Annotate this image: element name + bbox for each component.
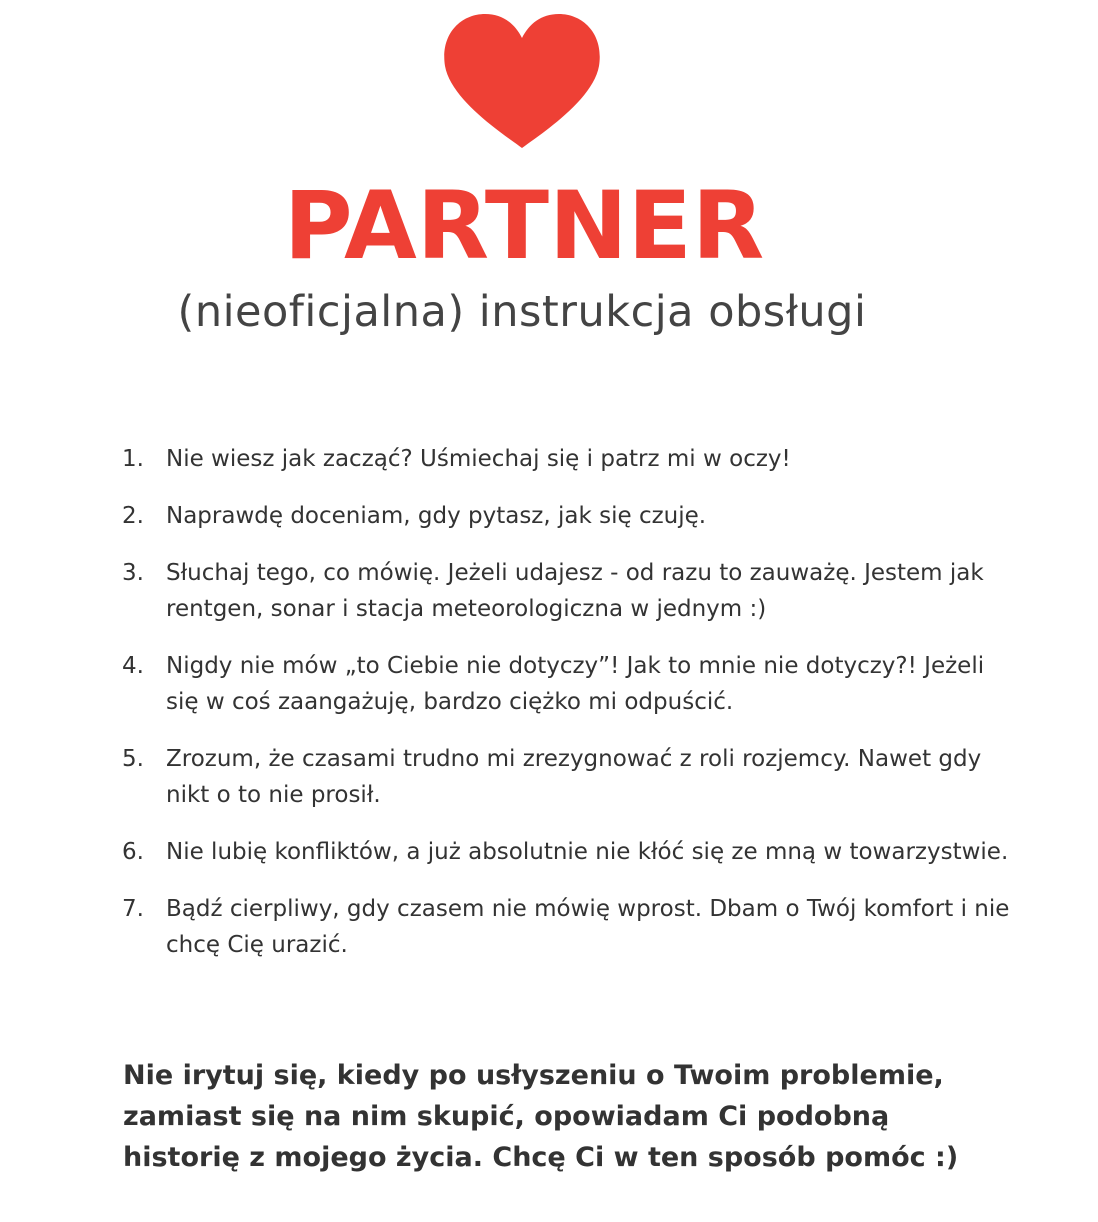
closing-note: Nie irytuj się, kiedy po usłyszeniu o Twoim problemie, zamiast się na nim skupić, opowiadam Ci podobną historię z mojego życia. Chcę Ci w ten sposób pomóc :): [123, 1060, 959, 1173]
list-item-number: 1.: [122, 446, 144, 472]
list-item-text: Bądź cierpliwy, gdy czasem nie mówię wprost. Dbam o Twój komfort i nie chcę Cię urazić.: [166, 896, 1010, 958]
list-item-number: 3.: [122, 560, 144, 586]
list-item-text: Naprawdę doceniam, gdy pytasz, jak się czuję.: [166, 503, 707, 529]
list-item: [122, 741, 1022, 813]
list-item-text: Nie lubię konfliktów, a już absolutnie nie kłóć się ze mną w towarzystwie.: [166, 839, 1009, 865]
list-item-number: 7.: [122, 896, 144, 922]
list-item-number: 5.: [122, 746, 144, 772]
instruction-list: [122, 441, 1022, 984]
page-subtitle: (nieoficjalna) instrukcja obsługi: [177, 287, 867, 337]
list-item: [122, 498, 1022, 534]
list-item: [122, 648, 1022, 720]
list-item-text: Nigdy nie mów „to Ciebie nie dotyczy”! Jak to mnie nie dotyczy?! Jeżeli się w coś zaangażuję, bardzo ciężko mi odpuścić.: [166, 653, 985, 715]
list-item-number: 4.: [122, 653, 144, 679]
list-item-text: Słuchaj tego, co mówię. Jeżeli udajesz - od razu to zauważę. Jestem jak rentgen, sonar i stacja meteorologiczna w jednym :): [166, 560, 984, 622]
list-item-text: Nie wiesz jak zacząć? Uśmiechaj się i patrz mi w oczy!: [166, 446, 791, 472]
heart-icon: [443, 14, 601, 150]
list-item-number: 2.: [122, 503, 144, 529]
list-item: [122, 891, 1022, 963]
list-item: [122, 441, 1022, 477]
list-item: [122, 555, 1022, 627]
list-item-number: 6.: [122, 839, 144, 865]
list-item: [122, 834, 1022, 870]
list-item-text: Zrozum, że czasami trudno mi zrezygnować z roli rozjemcy. Nawet gdy nikt o to nie prosił.: [166, 746, 982, 808]
page-title: PARTNER: [283, 172, 765, 281]
